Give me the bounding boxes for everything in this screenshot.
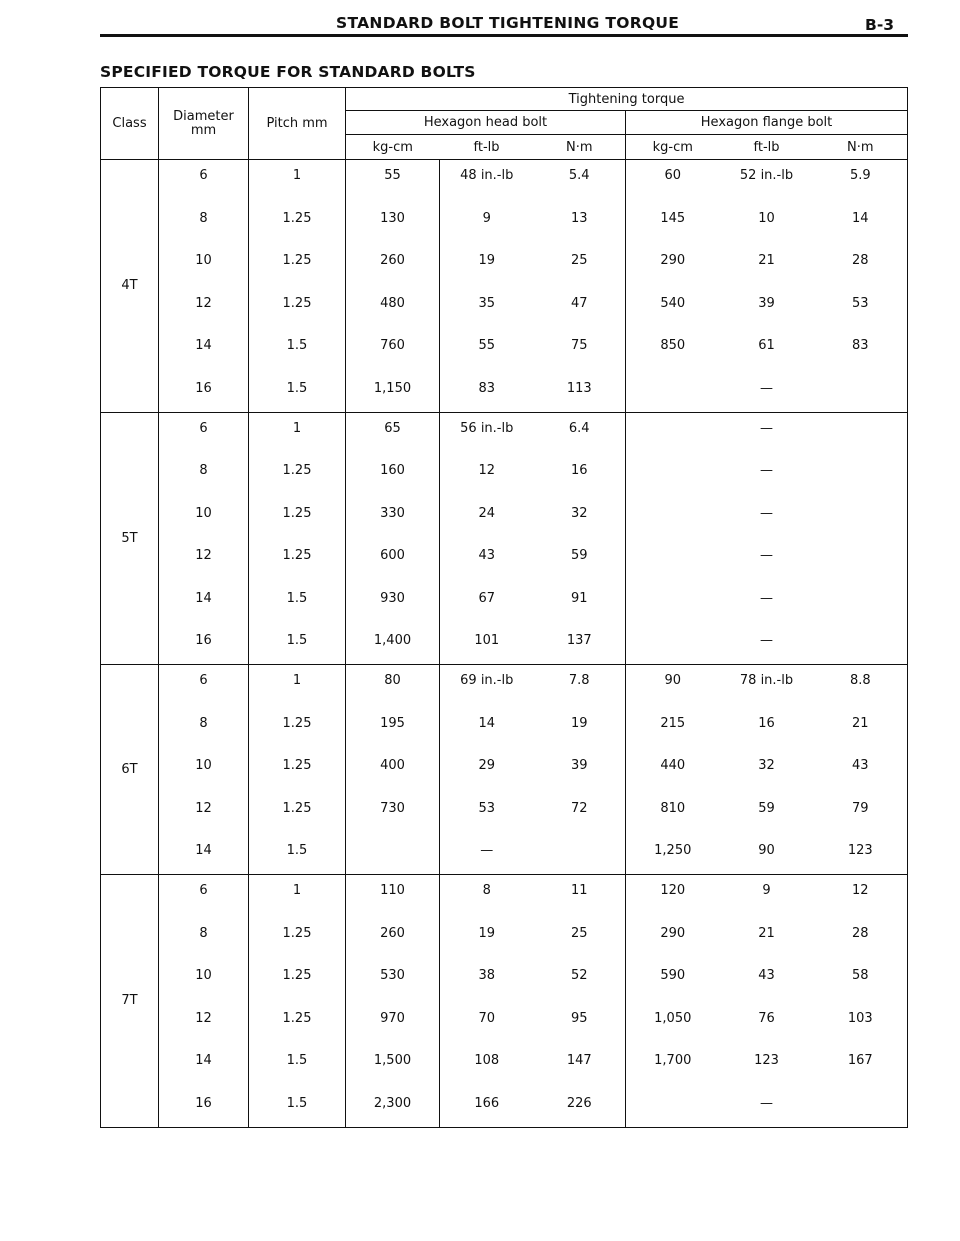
hex-head-kgcm-cell: 730 bbox=[346, 793, 440, 836]
hex-head-nm-cell: 5.4 bbox=[568, 168, 590, 183]
hex-head-ftlb-cell: 166 bbox=[440, 1088, 534, 1128]
hex-head-ftlb-cell: 14 bbox=[440, 708, 534, 751]
pitch-cell: 1.5 bbox=[249, 835, 346, 875]
hex-flange-kgcm-cell: 90 bbox=[626, 665, 720, 708]
hex-flange-kgcm-cell bbox=[626, 455, 720, 498]
hex-head-ftlb-cell: 48 in.-lb bbox=[440, 160, 534, 203]
pitch-cell: 1.25 bbox=[249, 540, 346, 583]
hex-flange-ftlb-cell: 16 bbox=[758, 715, 775, 731]
hex-head-nm-cell: 25 bbox=[570, 925, 588, 941]
hex-flange-kgcm-cell: 590 bbox=[626, 960, 720, 1003]
hex-flange-nm-cell: 58 bbox=[814, 960, 908, 1003]
hex-head-ftlb-cell: 35 bbox=[440, 288, 534, 331]
hex-head-ftlb-cell: 55 bbox=[440, 330, 534, 373]
unit-header: N·m bbox=[534, 135, 626, 160]
hex-flange-kgcm-cell: 215 bbox=[626, 708, 720, 751]
hex-head-nm-cell: 7.8 bbox=[568, 673, 590, 688]
class-header: Class bbox=[101, 88, 159, 160]
hex-flange-nm-cell bbox=[814, 540, 908, 583]
hex-head-kgcm-cell: 260 bbox=[346, 918, 440, 961]
hex-head-ftlb-cell: 83 bbox=[440, 373, 534, 413]
hex-head-kgcm-cell: 1,400 bbox=[346, 625, 440, 665]
hex-flange-nm-cell: 53 bbox=[814, 288, 908, 331]
hex-flange-kgcm-cell: 1,700 bbox=[626, 1045, 720, 1088]
hex-head-nm-cell: 11 bbox=[570, 883, 588, 898]
hex-flange-kgcm-cell bbox=[626, 412, 720, 455]
hex-flange-nm-cell bbox=[814, 625, 908, 665]
hex-flange-nm-cell: 14 bbox=[814, 203, 908, 246]
hex-flange-kgcm-cell: 120 bbox=[626, 875, 720, 918]
hex-head-ftlb-cell: — bbox=[440, 835, 534, 875]
diameter-cell: 10 bbox=[159, 750, 249, 793]
hex-flange-nm-cell: 28 bbox=[814, 918, 908, 961]
hex-head-ftlb-cell: 19 bbox=[440, 918, 534, 961]
pitch-cell: 1.5 bbox=[249, 373, 346, 413]
hex-head-nm-cell: 32 bbox=[570, 505, 588, 521]
pitch-cell: 1 bbox=[249, 665, 346, 708]
hex-flange-nm-cell: 123 bbox=[814, 835, 908, 875]
hex-head-nm-cell: 226 bbox=[534, 1088, 626, 1128]
hex-head-kgcm-cell: 970 bbox=[346, 1003, 440, 1046]
hex-head-kgcm-cell: 330 bbox=[346, 498, 440, 541]
pitch-cell: 1.25 bbox=[249, 918, 346, 961]
diameter-cell: 16 bbox=[159, 1088, 249, 1128]
pitch-cell: 1.25 bbox=[249, 455, 346, 498]
hex-head-ftlb-cell: 69 in.-lb bbox=[440, 665, 534, 708]
hex-flange-nm-cell: 12 bbox=[814, 875, 908, 918]
pitch-cell: 1 bbox=[249, 875, 346, 918]
hex-flange-ftlb-cell: — bbox=[760, 505, 773, 521]
hexagon-head-bolt-header: Hexagon head bolt bbox=[346, 111, 626, 135]
hex-head-kgcm-cell: 1,150 bbox=[346, 373, 440, 413]
hex-head-nm-cell: 52 bbox=[570, 968, 588, 983]
diameter-cell: 14 bbox=[159, 1045, 249, 1088]
diameter-cell: 6 bbox=[159, 412, 249, 455]
diameter-cell: 6 bbox=[159, 160, 249, 203]
hex-flange-ftlb-cell: — bbox=[720, 373, 814, 413]
hex-flange-ftlb-cell: 61 bbox=[758, 338, 775, 353]
hex-head-ftlb-cell: 101 bbox=[440, 625, 534, 665]
hex-flange-nm-cell: 103 bbox=[814, 1003, 908, 1046]
hex-head-nm-cell: 75 bbox=[570, 338, 588, 353]
hex-flange-ftlb-cell: 90 bbox=[720, 835, 814, 875]
table-row bbox=[101, 203, 908, 246]
hex-flange-ftlb-cell: 76 bbox=[758, 1010, 775, 1026]
diameter-cell: 12 bbox=[159, 540, 249, 583]
table-row bbox=[101, 793, 908, 836]
diameter-header: Diameter mm bbox=[159, 88, 249, 160]
pitch-cell: 1 bbox=[249, 412, 346, 455]
table-row bbox=[101, 1003, 908, 1046]
pitch-cell: 1.25 bbox=[249, 288, 346, 331]
hex-flange-nm-cell bbox=[814, 455, 908, 498]
table-row bbox=[101, 498, 908, 541]
hex-flange-kgcm-cell bbox=[626, 498, 720, 541]
hex-head-ftlb-cell: 8 bbox=[440, 875, 534, 918]
hex-flange-kgcm-cell bbox=[626, 373, 720, 413]
pitch-cell: 1.25 bbox=[249, 245, 346, 288]
diameter-cell: 12 bbox=[159, 793, 249, 836]
hex-flange-ftlb-cell: 123 bbox=[754, 1053, 779, 1068]
hex-flange-nm-cell bbox=[814, 373, 908, 413]
pitch-header: Pitch mm bbox=[249, 88, 346, 160]
table-row bbox=[101, 1045, 908, 1088]
hex-head-nm-cell: 25 bbox=[570, 253, 588, 268]
hex-flange-kgcm-cell: 440 bbox=[626, 750, 720, 793]
table-row bbox=[101, 665, 908, 708]
diameter-cell: 6 bbox=[159, 875, 249, 918]
pitch-cell: 1.5 bbox=[249, 330, 346, 373]
hex-flange-nm-cell: 28 bbox=[814, 245, 908, 288]
diameter-cell: 10 bbox=[159, 498, 249, 541]
diameter-cell: 10 bbox=[159, 960, 249, 1003]
hex-flange-nm-cell bbox=[814, 1088, 908, 1128]
hex-flange-ftlb-cell: 9 bbox=[762, 883, 771, 898]
diameter-cell: 12 bbox=[159, 1003, 249, 1046]
hex-head-nm-cell: 113 bbox=[534, 373, 626, 413]
diameter-cell: 8 bbox=[159, 708, 249, 751]
hex-head-ftlb-cell: 9 bbox=[440, 203, 534, 246]
diameter-cell: 8 bbox=[159, 203, 249, 246]
hex-flange-ftlb-cell: 32 bbox=[758, 758, 775, 773]
pitch-cell: 1.25 bbox=[249, 750, 346, 793]
hex-head-kgcm-cell: 195 bbox=[346, 708, 440, 751]
class-cell: 5T bbox=[101, 412, 159, 665]
table-row bbox=[101, 412, 908, 455]
hex-flange-kgcm-cell: 850 bbox=[626, 330, 720, 373]
hex-head-kgcm-cell: 400 bbox=[346, 750, 440, 793]
hex-flange-kgcm-cell bbox=[626, 583, 720, 626]
diameter-cell: 6 bbox=[159, 665, 249, 708]
table-row bbox=[101, 1088, 908, 1128]
unit-header: N·m bbox=[814, 135, 908, 160]
hex-head-ftlb-cell: 29 bbox=[440, 750, 534, 793]
table-row bbox=[101, 918, 908, 961]
diameter-cell: 16 bbox=[159, 373, 249, 413]
table-row bbox=[101, 835, 908, 875]
hex-head-kgcm-cell: 530 bbox=[346, 960, 440, 1003]
hex-flange-ftlb-cell: — bbox=[720, 1088, 814, 1128]
hex-head-nm-cell: 6.4 bbox=[568, 420, 590, 436]
hex-head-kgcm-cell: 160 bbox=[346, 455, 440, 498]
hex-head-ftlb-cell: 70 bbox=[440, 1003, 534, 1046]
unit-header: kg-cm bbox=[346, 135, 440, 160]
hex-head-nm-cell: 95 bbox=[570, 1010, 588, 1026]
diameter-cell: 16 bbox=[159, 625, 249, 665]
hex-head-ftlb-cell: 19 bbox=[440, 245, 534, 288]
table-row bbox=[101, 288, 908, 331]
hex-flange-kgcm-cell: 290 bbox=[626, 918, 720, 961]
pitch-cell: 1.25 bbox=[249, 1003, 346, 1046]
hex-flange-kgcm-cell bbox=[626, 1088, 720, 1128]
hex-head-kgcm-cell: 110 bbox=[346, 875, 440, 918]
hex-flange-ftlb-cell: 21 bbox=[758, 253, 775, 268]
hex-flange-nm-cell: 79 bbox=[814, 793, 908, 836]
section-title: SPECIFIED TORQUE FOR STANDARD BOLTS bbox=[100, 63, 476, 81]
hex-head-nm-cell: 147 bbox=[566, 1053, 592, 1068]
table-row bbox=[101, 583, 908, 626]
hex-flange-ftlb-cell: 43 bbox=[758, 968, 775, 983]
hex-flange-ftlb-cell: 52 in.-lb bbox=[739, 168, 794, 183]
table-row bbox=[101, 330, 908, 373]
hex-head-kgcm-cell: 930 bbox=[346, 583, 440, 626]
hex-flange-kgcm-cell bbox=[626, 540, 720, 583]
hex-flange-ftlb-cell: 21 bbox=[758, 925, 775, 941]
hex-flange-kgcm-cell: 60 bbox=[626, 160, 720, 203]
pitch-cell: 1.5 bbox=[249, 583, 346, 626]
hex-head-ftlb-cell: 56 in.-lb bbox=[440, 412, 534, 455]
hex-head-nm-cell: 72 bbox=[570, 800, 588, 816]
table-row bbox=[101, 625, 908, 665]
hex-head-nm-cell: 39 bbox=[570, 758, 588, 773]
hex-flange-nm-cell bbox=[814, 412, 908, 455]
hex-head-ftlb-cell: 43 bbox=[440, 540, 534, 583]
hex-head-nm-cell: 59 bbox=[570, 548, 588, 563]
hex-head-nm-cell: 13 bbox=[570, 210, 588, 226]
pitch-cell: 1.5 bbox=[249, 1045, 346, 1088]
class-cell: 4T bbox=[101, 160, 159, 413]
diameter-cell: 8 bbox=[159, 455, 249, 498]
hex-head-nm-cell bbox=[534, 835, 626, 875]
table-row bbox=[101, 373, 908, 413]
pitch-cell: 1.5 bbox=[249, 625, 346, 665]
hex-head-kgcm-cell: 600 bbox=[346, 540, 440, 583]
tightening-torque-header: Tightening torque bbox=[346, 88, 908, 111]
table-row bbox=[101, 875, 908, 918]
hex-flange-nm-cell: 5.9 bbox=[814, 160, 908, 203]
table-row bbox=[101, 750, 908, 793]
table-row bbox=[101, 160, 908, 203]
table-row bbox=[101, 708, 908, 751]
diameter-cell: 14 bbox=[159, 583, 249, 626]
hex-flange-ftlb-cell: 39 bbox=[758, 295, 775, 311]
class-cell: 6T bbox=[101, 665, 159, 875]
hex-head-kgcm-cell: 80 bbox=[346, 665, 440, 708]
hex-head-ftlb-cell: 24 bbox=[440, 498, 534, 541]
hex-flange-nm-cell: 83 bbox=[814, 330, 908, 373]
hex-flange-kgcm-cell: 290 bbox=[626, 245, 720, 288]
page-header-title: STANDARD BOLT TIGHTENING TORQUE bbox=[336, 14, 680, 32]
hex-flange-ftlb-cell: — bbox=[760, 590, 773, 606]
hex-head-ftlb-cell: 53 bbox=[440, 793, 534, 836]
unit-header: kg-cm bbox=[626, 135, 720, 160]
hex-head-ftlb-cell: 67 bbox=[440, 583, 534, 626]
pitch-cell: 1 bbox=[249, 160, 346, 203]
pitch-cell: 1.25 bbox=[249, 498, 346, 541]
hex-head-kgcm-cell: 260 bbox=[346, 245, 440, 288]
hex-head-nm-cell: 47 bbox=[570, 295, 588, 311]
hex-head-nm-cell: 19 bbox=[570, 715, 588, 731]
hex-head-kgcm-cell: 480 bbox=[346, 288, 440, 331]
hex-head-kgcm-cell bbox=[346, 835, 440, 875]
hex-head-nm-cell: 16 bbox=[570, 463, 588, 478]
hex-flange-nm-cell: 43 bbox=[814, 750, 908, 793]
hex-flange-kgcm-cell bbox=[626, 625, 720, 665]
hex-head-kgcm-cell: 1,500 bbox=[346, 1045, 440, 1088]
pitch-cell: 1.5 bbox=[249, 1088, 346, 1128]
pitch-cell: 1.25 bbox=[249, 708, 346, 751]
hex-flange-nm-cell: 8.8 bbox=[814, 665, 908, 708]
diameter-cell: 14 bbox=[159, 330, 249, 373]
table-row bbox=[101, 455, 908, 498]
hex-head-kgcm-cell: 2,300 bbox=[346, 1088, 440, 1128]
class-cell: 7T bbox=[101, 875, 159, 1128]
unit-header: ft-lb bbox=[440, 135, 534, 160]
diameter-cell: 10 bbox=[159, 245, 249, 288]
hex-head-kgcm-cell: 55 bbox=[346, 160, 440, 203]
unit-header: ft-lb bbox=[720, 135, 814, 160]
hex-flange-ftlb-cell: 78 in.-lb bbox=[739, 673, 794, 688]
hex-head-kgcm-cell: 65 bbox=[346, 412, 440, 455]
hex-flange-ftlb-cell: — bbox=[720, 625, 814, 665]
hex-flange-ftlb-cell: — bbox=[760, 463, 773, 478]
hex-head-ftlb-cell: 12 bbox=[440, 455, 534, 498]
table-row bbox=[101, 245, 908, 288]
hex-flange-ftlb-cell: 10 bbox=[758, 210, 775, 226]
hex-head-kgcm-cell: 760 bbox=[346, 330, 440, 373]
hex-head-ftlb-cell: 108 bbox=[440, 1045, 534, 1088]
hex-flange-nm-cell: 21 bbox=[814, 708, 908, 751]
page-number: B-3 bbox=[865, 16, 895, 34]
hex-flange-kgcm-cell: 145 bbox=[626, 203, 720, 246]
table-row bbox=[101, 960, 908, 1003]
hex-flange-kgcm-cell: 1,250 bbox=[626, 835, 720, 875]
pitch-cell: 1.25 bbox=[249, 960, 346, 1003]
hex-head-nm-cell: 137 bbox=[534, 625, 626, 665]
hex-flange-ftlb-cell: — bbox=[760, 420, 773, 436]
hex-flange-nm-cell: 167 bbox=[814, 1045, 908, 1088]
pitch-cell: 1.25 bbox=[249, 203, 346, 246]
hex-head-nm-cell: 91 bbox=[570, 590, 588, 606]
diameter-cell: 8 bbox=[159, 918, 249, 961]
diameter-cell: 14 bbox=[159, 835, 249, 875]
diameter-cell: 12 bbox=[159, 288, 249, 331]
hex-flange-kgcm-cell: 810 bbox=[626, 793, 720, 836]
hex-flange-kgcm-cell: 1,050 bbox=[626, 1003, 720, 1046]
hex-flange-ftlb-cell: 59 bbox=[758, 800, 775, 816]
hex-flange-nm-cell bbox=[814, 583, 908, 626]
hexagon-flange-bolt-header: Hexagon flange bolt bbox=[626, 111, 908, 135]
header-rule bbox=[100, 34, 908, 37]
table-row bbox=[101, 540, 908, 583]
hex-flange-ftlb-cell: — bbox=[760, 548, 773, 563]
pitch-cell: 1.25 bbox=[249, 793, 346, 836]
torque-table bbox=[100, 87, 908, 1128]
hex-flange-kgcm-cell: 540 bbox=[626, 288, 720, 331]
hex-head-ftlb-cell: 38 bbox=[440, 960, 534, 1003]
hex-flange-nm-cell bbox=[814, 498, 908, 541]
hex-head-kgcm-cell: 130 bbox=[346, 203, 440, 246]
